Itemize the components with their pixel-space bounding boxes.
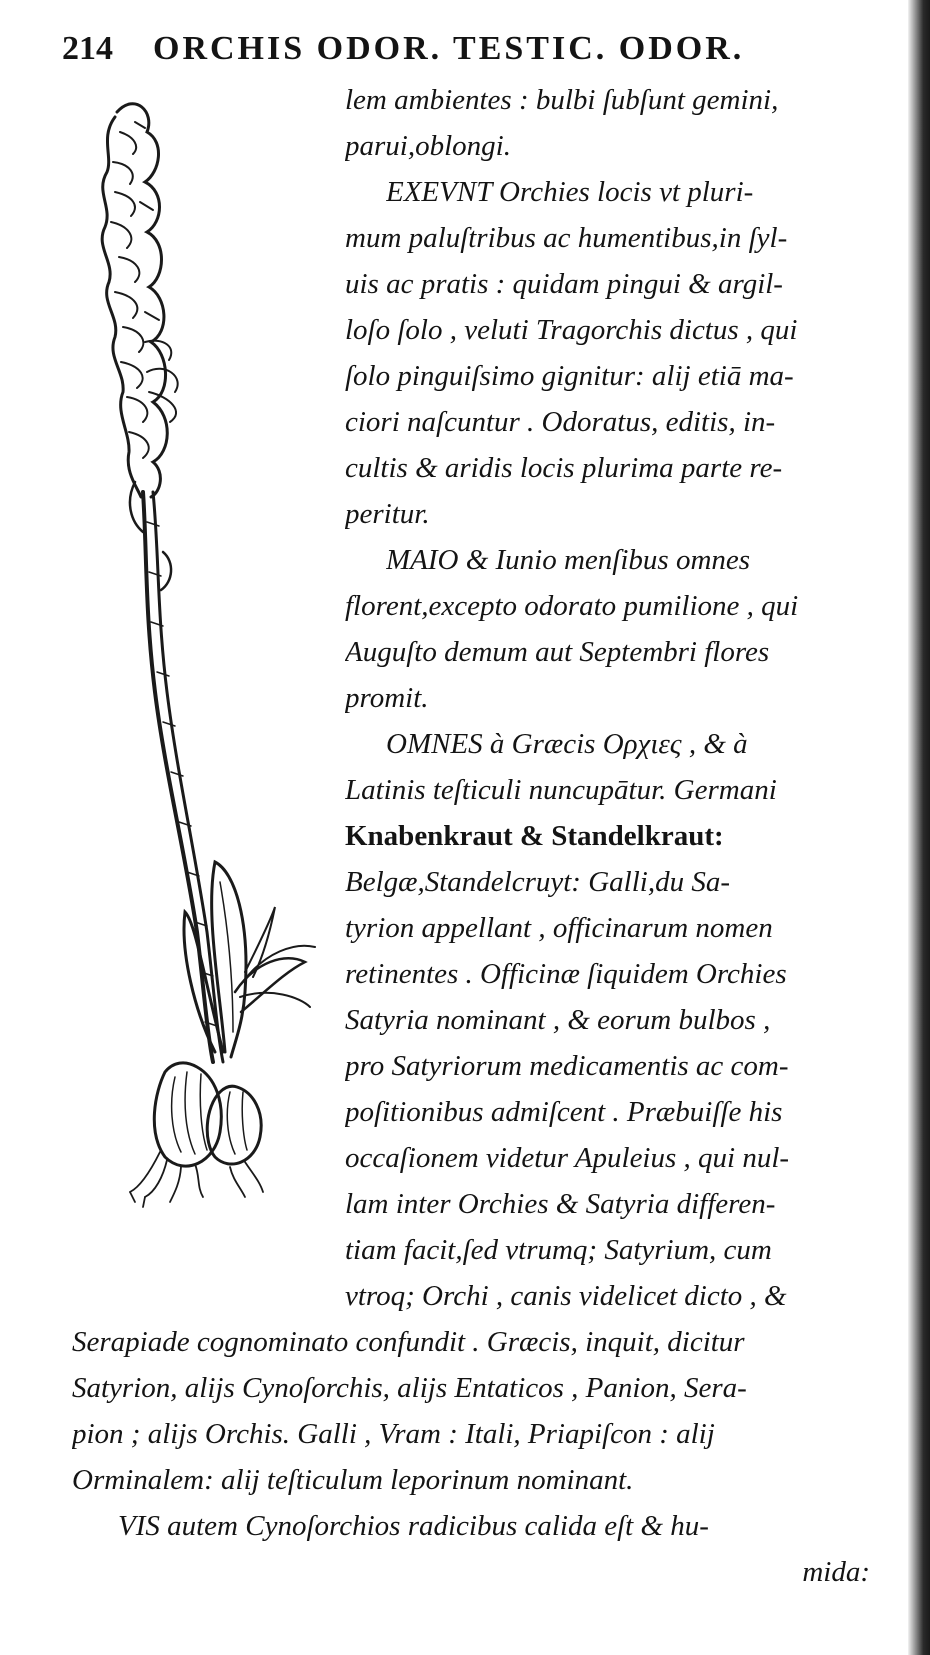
- text-line-blackletter: Knabenkraut & Standelkraut:: [345, 820, 724, 852]
- page-number: 214: [62, 30, 113, 67]
- text-line: mum paluſtribus ac humentibus,in ſyl-: [345, 222, 788, 254]
- text-line: Auguſto demum aut Septembri flores: [345, 636, 770, 668]
- text-line: tyrion appellant , officinarum nomen: [345, 912, 773, 944]
- text-line: promit.: [345, 682, 429, 714]
- text-line: cultis & aridis locis plurima parte re-: [345, 452, 783, 484]
- text-line: pion ; alijs Orchis. Galli , Vram : Itali, Priapiſcon : alij: [72, 1418, 715, 1450]
- text-line: poſitionibus admiſcent . Præbuiſſe his: [345, 1096, 783, 1128]
- text-line: peritur.: [345, 498, 430, 530]
- text-line: EXEVNT Orchies locis vt pluri-: [386, 176, 754, 208]
- text-line: vtroq; Orchi , canis videlicet dicto , &: [345, 1280, 787, 1312]
- catchword: mida:: [802, 1556, 870, 1588]
- text-line: ſolo pinguiſsimo gignitur: alij etiā ma-: [345, 360, 794, 392]
- text-line: florent,excepto odorato pumilione , qui: [345, 590, 799, 622]
- text-line: occaſionem videtur Apuleius , qui nul-: [345, 1142, 790, 1174]
- text-line: lem ambientes : bulbi ſubſunt gemini,: [345, 84, 779, 116]
- running-title: ORCHIS ODOR. TESTIC. ODOR.: [153, 30, 745, 67]
- text-line: uis ac pratis : quidam pingui & argil-: [345, 268, 783, 300]
- text-line: tiam facit,ſed vtrumq; Satyrium, cum: [345, 1234, 772, 1266]
- text-line: Belgæ,Standelcruyt: Galli,du Sa-: [345, 866, 730, 898]
- text-line: retinentes . Officinæ ſiquidem Orchies: [345, 958, 787, 990]
- text-line: MAIO & Iunio menſibus omnes: [386, 544, 751, 576]
- text-line: Orminalem: alij teſticulum leporinum nominant.: [72, 1464, 634, 1496]
- text-line: VIS autem Cynoſorchios radicibus calida eſt & hu-: [118, 1510, 709, 1542]
- text-line: parui,oblongi.: [345, 130, 511, 162]
- page-edge-shadow: [908, 0, 930, 1655]
- text-line: Latinis teſticuli nuncupātur. Germani: [345, 774, 777, 806]
- text-line: lam inter Orchies & Satyria differen-: [345, 1188, 776, 1220]
- text-line: Satyrion, alijs Cynoſorchis, alijs Entaticos , Panion, Sera-: [72, 1372, 747, 1404]
- text-line: Serapiade cognominato confundit . Græcis, inquit, dicitur: [72, 1326, 745, 1358]
- text-line: OMNES à Græcis Ορχιες , & à: [386, 728, 748, 760]
- orchid-woodcut-illustration: [85, 92, 340, 1267]
- text-line: Satyria nominant , & eorum bulbos ,: [345, 1004, 771, 1036]
- text-line: ciori naſcuntur . Odoratus, editis, in-: [345, 406, 776, 438]
- text-line: pro Satyriorum medicamentis ac com-: [345, 1050, 789, 1082]
- text-line: loſo ſolo , veluti Tragorchis dictus , qui: [345, 314, 798, 346]
- running-header: [62, 30, 862, 80]
